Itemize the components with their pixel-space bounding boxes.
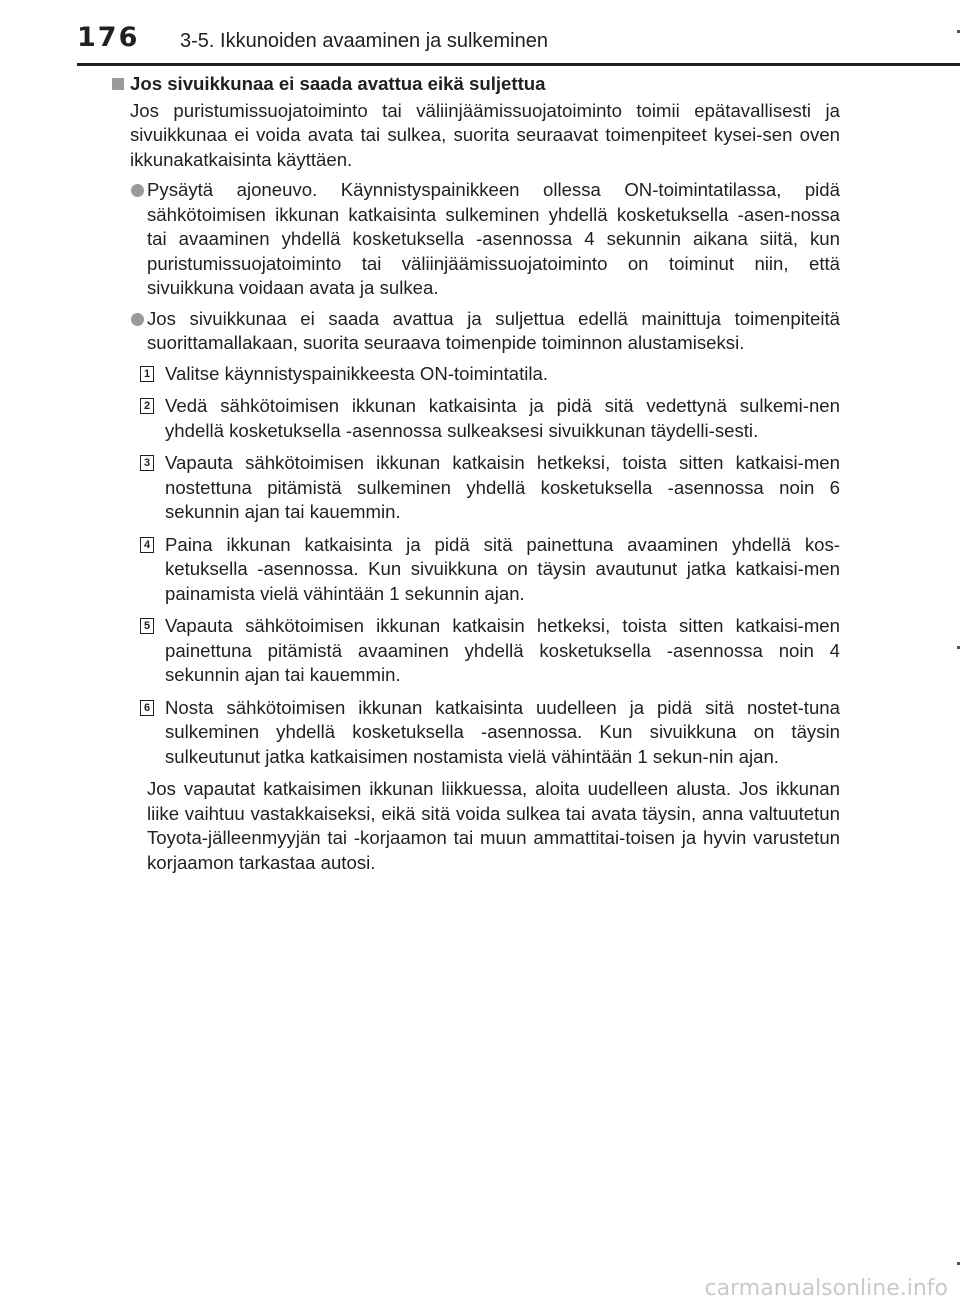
section-title-text: Jos sivuikkunaa ei saada avattua eikä suljettua: [130, 73, 546, 94]
bullet-item: [110, 307, 840, 356]
step-number-badge: 3: [140, 455, 154, 471]
step-item: [110, 394, 840, 443]
section-intro: Jos puristumissuojatoiminto tai väliinjäämissuojatoiminto toimii epätavallisesti ja sivuikkunaa ei voida avata tai sulkea, suorita seuraavat toimenpiteet kysei-sen oven ikkunakatkaisinta käyttäen.: [130, 99, 840, 170]
section-content: [110, 72, 840, 875]
bullet-text: Pysäytä ajoneuvo. Käynnistyspainikkeen ollessa ON-toimintatilassa, pidä sähkötoimisen ikkunan katkaisinta sulkeminen yhdellä kosketuksella -asen-nossa tai avaaminen yhdellä kosketuksella -asennossa 4 sekunnin aikana siitä, kun puristumissuojatoiminto tai väliinjäämissuojatoiminto on toiminut niin, että sivuikkuna voidaan avata ja sulkea.: [147, 179, 840, 298]
header-rule: [77, 63, 960, 66]
step-item: [110, 614, 840, 688]
step-number-badge: 6: [140, 700, 154, 716]
step-text: Paina ikkunan katkaisinta ja pidä sitä painettuna avaaminen yhdellä kos-ketuksella -asennossa. Kun sivuikkuna on täysin avautunut jatka katkaisi-men painamista vielä vähintään 1 sekunnin ajan.: [165, 533, 840, 604]
step-item: [110, 362, 840, 387]
bullet-text: Jos sivuikkunaa ei saada avattua ja suljettua edellä mainittuja toimenpiteitä suorittamallakaan, suorita seuraava toimenpide toiminnon alustamiseksi.: [147, 307, 840, 353]
step-number-badge: 5: [140, 618, 154, 634]
square-bullet-icon: [112, 78, 124, 90]
round-bullet-icon: [131, 184, 144, 197]
step-item: [110, 533, 840, 607]
step-item: [110, 696, 840, 770]
step-number-badge: 2: [140, 398, 154, 414]
step-number-badge: 4: [140, 537, 154, 553]
step-text: Vapauta sähkötoimisen ikkunan katkaisin hetkeksi, toista sitten katkaisi-men nostettuna pitämistä sulkeminen yhdellä kosketuksella -asennossa noin 6 sekunnin ajan tai kauemmin.: [165, 452, 840, 522]
chapter-title: 3-5. Ikkunoiden avaaminen ja sulkeminen: [180, 30, 548, 52]
watermark: carmanualsonline.info: [704, 1276, 948, 1301]
step-number-badge: 1: [140, 366, 154, 382]
round-bullet-icon: [131, 313, 144, 326]
step-text: Vapauta sähkötoimisen ikkunan katkaisin hetkeksi, toista sitten katkaisi-men painettuna pitämistä avaaminen yhdellä kosketuksella -asennossa noin 4 sekunnin ajan tai kauemmin.: [165, 615, 840, 685]
section-heading: [110, 72, 840, 97]
bullet-item: [110, 178, 840, 301]
step-item: [110, 451, 840, 525]
step-text: Nosta sähkötoimisen ikkunan katkaisinta uudelleen ja pidä sitä nostet-tuna sulkeminen yhdellä kosketuksella -asennossa. Kun sivuikkuna on täysin sulkeutunut jatka katkaisimen nostamista vielä vähintään 1 sekun-nin ajan.: [165, 696, 840, 767]
page-header: [0, 0, 960, 64]
step-list: [110, 362, 840, 770]
closing-paragraph: Jos vapautat katkaisimen ikkunan liikkuessa, aloita uudelleen alusta. Jos ikkunan liike vaihtuu vastakkaiseksi, eikä sitä voida sulkea tai avata täysin, anna valtuutetun Toyota-jälleenmyyjän tai -korjaamon tai muun ammattitai-toisen ja hyvin varustetun korjaamon tarkastaa autosi.: [147, 778, 840, 873]
step-text: Vedä sähkötoimisen ikkunan katkaisinta ja pidä sitä vedettynä sulkemi-nen yhdellä kosketuksella -asennossa sulkeaksesi sivuikkunan täydelli-sesti.: [165, 395, 840, 441]
step-text: Valitse käynnistyspainikkeesta ON-toimintatila.: [165, 362, 549, 384]
page-number: 176: [77, 22, 140, 53]
